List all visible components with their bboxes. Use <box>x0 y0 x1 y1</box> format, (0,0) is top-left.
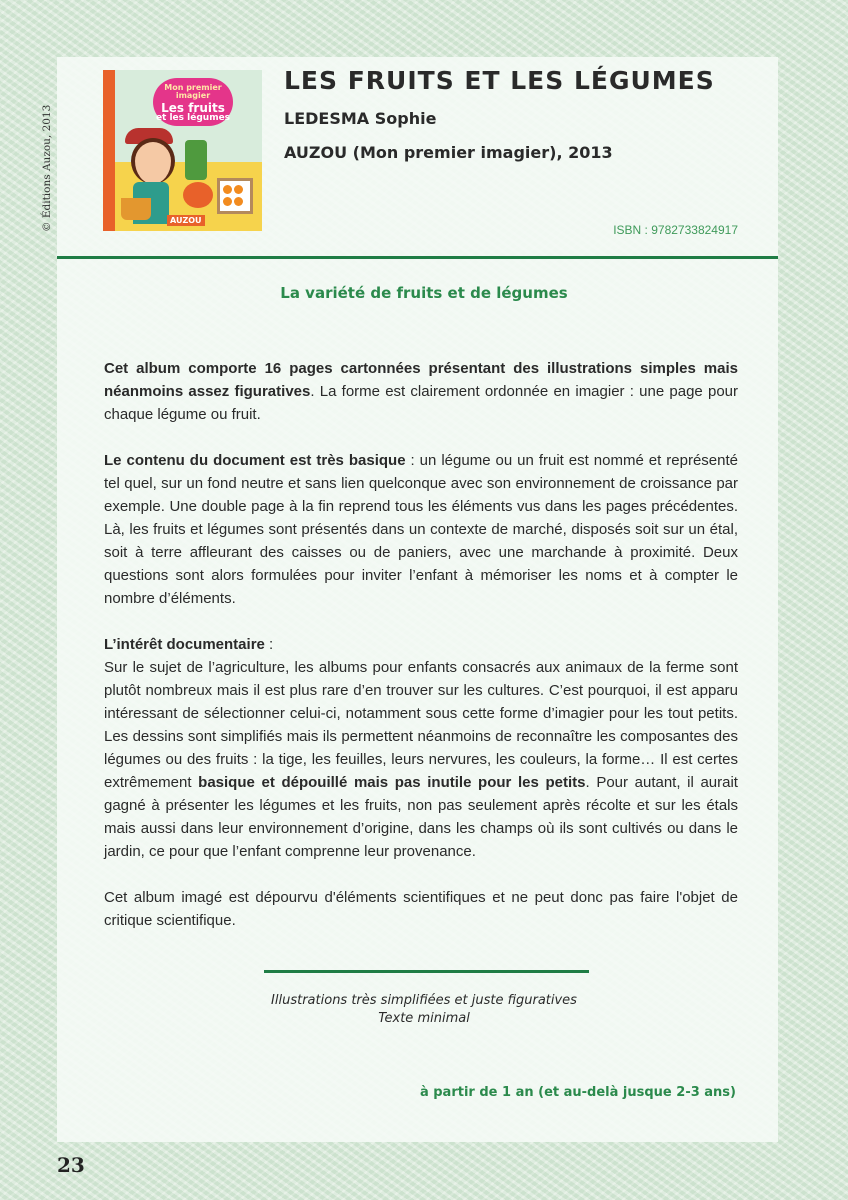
cover-title-badge <box>153 78 233 126</box>
page-number: 23 <box>57 1153 85 1177</box>
copyright-notice: © Éditions Auzou, 2013 <box>41 104 53 232</box>
paragraph-3-text-b: . Pour autant, il aurait gagné à présenter les légumes et les fruits, non pas seulement après récolte et sur les étals mais aussi dans leur environnement d’origine, dans les champs où ils sont cultivés ou dans le jardin, ce pour que l’enfant comprenne leur provenance. <box>104 774 738 860</box>
paragraph-3-heading: L’intérêt documentaire <box>104 636 265 653</box>
paragraph-1 <box>104 357 738 426</box>
orange-crate-illustration <box>217 178 253 214</box>
cover-series-label: Mon premier imagier <box>164 83 222 100</box>
cover-title-line1: Les fruits <box>161 101 225 115</box>
paragraph-1-text: . La forme est clairement ordonnée en imagier : une page pour chaque légume ou fruit. <box>104 383 738 423</box>
cover-spine-stripe <box>103 70 115 231</box>
paragraph-2-bold: Le contenu du document est très basique <box>104 452 406 469</box>
summary-block <box>0 992 848 1028</box>
pumpkin-illustration <box>183 182 213 208</box>
age-recommendation: à partir de 1 an (et au-delà jusque 2-3 ans) <box>419 1085 736 1100</box>
summary-line-1: Illustrations très simplifiées et juste figuratives <box>271 993 577 1008</box>
basket-illustration <box>121 198 151 220</box>
book-isbn: ISBN : 9782733824917 <box>613 223 738 237</box>
paragraph-4: Cet album imagé est dépourvu d'éléments scientifiques et ne peut donc pas faire l'objet de critique scientifique. <box>104 889 738 929</box>
book-publisher: AUZOU (Mon premier imagier), 2013 <box>284 143 613 162</box>
leek-illustration <box>185 140 207 180</box>
cover-title-line2: et les légumes <box>155 113 231 123</box>
paragraph-2-text: : un légume ou un fruit est nommé et représenté tel quel, sur un fond neutre et sans lien quelconque avec son environnement de croissance par exemple. Une double page à la fin reprend tous les éléments vus dans les pages précédentes. Là, les fruits et légumes sont présentés dans un contexte de marché, disposés soit sur un étal, soit à terre affleurant des caisses ou de paniers, avec une marchande à proximité. Deux questions sont alors formulées pour inviter l’enfant à mémoriser les noms et à compter le nombre d’éléments. <box>104 452 738 607</box>
review-body <box>104 357 738 955</box>
summary-divider <box>264 970 589 973</box>
paragraph-3 <box>104 633 738 863</box>
paragraph-2 <box>104 449 738 610</box>
book-title: LES FRUITS ET LES LÉGUMES <box>284 66 715 95</box>
paragraph-3-bold: basique et dépouillé mais pas inutile pour les petits <box>198 774 586 791</box>
section-title: La variété de fruits et de légumes <box>280 284 568 302</box>
summary-line-2: Texte minimal <box>378 1011 470 1026</box>
book-author: LEDESMA Sophie <box>284 109 437 128</box>
header-divider <box>57 256 778 259</box>
girl-head-illustration <box>131 138 175 184</box>
paragraph-3-text-a: Sur le sujet de l’agriculture, les albums pour enfants consacrés aux animaux de la ferme sont plutôt nombreux mais il est plus rare d’en trouver sur les cultures. C’est pourquoi, il est apparu intéressant de sélectionner celui-ci, notamment sous cette forme d’imagier pour les tout petits. Les dessins sont simplifiés mais ils permettent néanmoins de reconnaître les composantes des légumes ou des fruits : la tige, les feuilles, leurs nervures, les couleurs, la forme… Il est certes extrêmement <box>104 659 738 791</box>
paragraph-1-bold: Cet album comporte 16 pages cartonnées présentant des illustrations simples mais néanmoins assez figuratives <box>104 360 738 400</box>
book-cover-image <box>103 70 262 231</box>
cover-publisher-logo: AUZOU <box>167 215 205 226</box>
paragraph-3-colon: : <box>264 636 274 653</box>
